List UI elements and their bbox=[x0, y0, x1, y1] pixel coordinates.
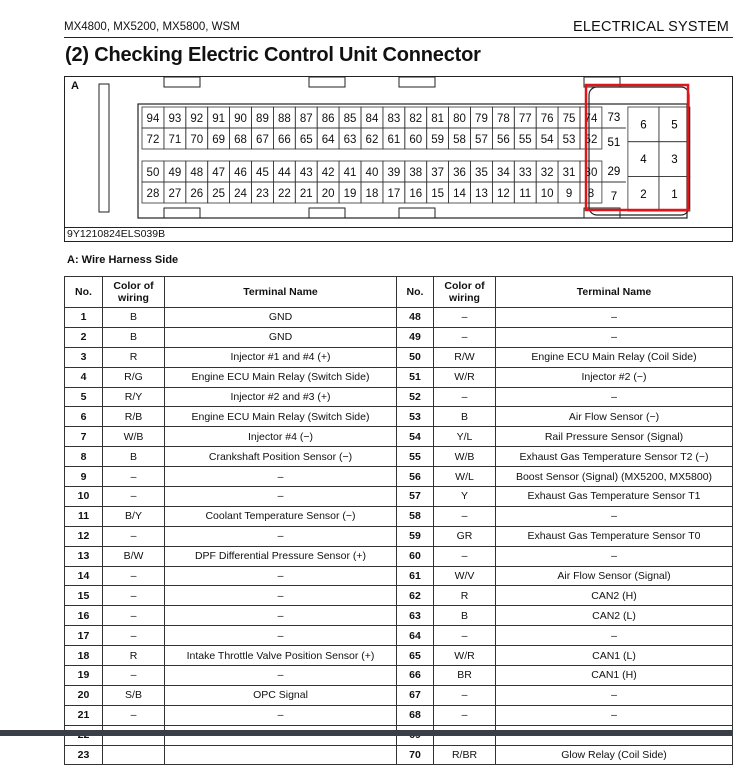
header-color: Color of wiring bbox=[103, 277, 165, 308]
pin-number: 86 bbox=[321, 113, 335, 125]
pin-number: 3 bbox=[671, 154, 678, 167]
cell-terminal-name: Injector #1 and #4 (+) bbox=[165, 347, 397, 367]
cell-terminal-name: Air Flow Sensor (Signal) bbox=[496, 566, 733, 586]
pin-number: 21 bbox=[299, 188, 313, 200]
pin-number: 37 bbox=[431, 167, 445, 179]
pin-number: 43 bbox=[299, 167, 313, 179]
cell-no: 17 bbox=[65, 626, 103, 646]
table-row bbox=[65, 626, 733, 646]
table-row bbox=[65, 347, 733, 367]
cell-no: 68 bbox=[397, 705, 434, 725]
cell-no: 20 bbox=[65, 685, 103, 705]
header-terminal-name-2: Terminal Name bbox=[496, 277, 733, 308]
pin-number: 31 bbox=[562, 167, 576, 179]
pin-number: 22 bbox=[277, 188, 291, 200]
cell-terminal-name: – bbox=[496, 546, 733, 566]
pin-number: 11 bbox=[519, 188, 532, 200]
cell-terminal-name: Glow Relay (Coil Side) bbox=[496, 745, 733, 765]
pin-number: 64 bbox=[321, 134, 335, 146]
cell-terminal-name: – bbox=[496, 506, 733, 526]
pin-number: 88 bbox=[277, 113, 291, 125]
cell-no: 59 bbox=[397, 526, 434, 546]
pin-number: 66 bbox=[277, 134, 291, 146]
cell-terminal-name: – bbox=[165, 586, 397, 606]
table-row bbox=[65, 745, 733, 765]
pin-number: 72 bbox=[146, 134, 160, 146]
pin-number: 35 bbox=[475, 167, 488, 179]
cell-color: – bbox=[434, 685, 496, 705]
cell-no: 64 bbox=[397, 626, 434, 646]
cell-no: 16 bbox=[65, 606, 103, 626]
cell-no: 19 bbox=[65, 666, 103, 686]
connector-diagram bbox=[64, 76, 733, 228]
pin-number: 1 bbox=[671, 188, 678, 201]
connector-tab bbox=[164, 208, 200, 218]
pin-number: 79 bbox=[475, 113, 488, 125]
table-row bbox=[65, 666, 733, 686]
cell-color: – bbox=[434, 308, 496, 328]
table-row bbox=[65, 308, 733, 328]
cell-terminal-name: Engine ECU Main Relay (Coil Side) bbox=[496, 347, 733, 367]
cell-color: B bbox=[434, 606, 496, 626]
cell-no: 70 bbox=[397, 745, 434, 765]
cell-no: 9 bbox=[65, 467, 103, 487]
cell-color: Y/L bbox=[434, 427, 496, 447]
pin-number: 18 bbox=[365, 188, 379, 200]
cell-terminal-name bbox=[165, 745, 397, 765]
pin-number: 52 bbox=[584, 134, 598, 146]
table-row bbox=[65, 705, 733, 725]
cell-no: 10 bbox=[65, 487, 103, 507]
cell-color: B bbox=[103, 327, 165, 347]
cell-color: W/V bbox=[434, 566, 496, 586]
cell-terminal-name: CAN2 (L) bbox=[496, 606, 733, 626]
cell-terminal-name: Intake Throttle Valve Position Sensor (+) bbox=[165, 646, 397, 666]
pin-number: 26 bbox=[190, 188, 204, 200]
cell-no: 2 bbox=[65, 327, 103, 347]
cell-no: 18 bbox=[65, 646, 103, 666]
cell-terminal-name: Injector #4 (−) bbox=[165, 427, 397, 447]
cell-terminal-name: CAN1 (H) bbox=[496, 666, 733, 686]
cell-no: 61 bbox=[397, 566, 434, 586]
cell-color: – bbox=[434, 705, 496, 725]
pin-number: 34 bbox=[496, 167, 510, 179]
table-row bbox=[65, 487, 733, 507]
cell-color: W/B bbox=[434, 447, 496, 467]
header-color-2: Color of wiring bbox=[434, 277, 496, 308]
pin-number: 69 bbox=[212, 134, 226, 146]
cell-color: BR bbox=[434, 666, 496, 686]
wire-harness-table bbox=[64, 276, 733, 765]
cell-color: – bbox=[434, 387, 496, 407]
cell-no: 55 bbox=[397, 447, 434, 467]
cell-color: – bbox=[103, 586, 165, 606]
pin-number: 94 bbox=[146, 113, 160, 125]
cell-no: 7 bbox=[65, 427, 103, 447]
cell-terminal-name: Injector #2 (−) bbox=[496, 367, 733, 387]
pin-number: 17 bbox=[387, 188, 401, 200]
cell-no: 62 bbox=[397, 586, 434, 606]
pin-number: 4 bbox=[640, 154, 647, 167]
pin-number: 57 bbox=[475, 134, 488, 146]
cell-terminal-name: Engine ECU Main Relay (Switch Side) bbox=[165, 367, 397, 387]
pin-number: 80 bbox=[453, 113, 466, 125]
cell-terminal-name: – bbox=[165, 626, 397, 646]
pin-number: 28 bbox=[146, 188, 160, 200]
cell-color: R bbox=[103, 347, 165, 367]
cell-no: 53 bbox=[397, 407, 434, 427]
cell-terminal-name: – bbox=[165, 566, 397, 586]
cell-color: – bbox=[103, 487, 165, 507]
cell-no: 58 bbox=[397, 506, 434, 526]
cell-terminal-name: CAN2 (H) bbox=[496, 586, 733, 606]
cell-color: GR bbox=[434, 526, 496, 546]
cell-terminal-name: Exhaust Gas Temperature Sensor T1 bbox=[496, 487, 733, 507]
pin-number: 12 bbox=[496, 188, 510, 200]
pin-number: 89 bbox=[256, 113, 269, 125]
table-row bbox=[65, 427, 733, 447]
cell-color: R/G bbox=[103, 367, 165, 387]
pin-number: 45 bbox=[256, 167, 269, 179]
pin-number: 75 bbox=[562, 113, 576, 125]
cell-terminal-name: CAN1 (L) bbox=[496, 646, 733, 666]
cell-color: – bbox=[434, 506, 496, 526]
pin-number: 29 bbox=[607, 166, 621, 178]
cell-color: – bbox=[434, 546, 496, 566]
cell-terminal-name: – bbox=[496, 626, 733, 646]
cell-no: 51 bbox=[397, 367, 434, 387]
pin-number: 82 bbox=[409, 113, 423, 125]
cell-terminal-name: – bbox=[165, 487, 397, 507]
cell-terminal-name: Coolant Temperature Sensor (−) bbox=[165, 506, 397, 526]
pin-number: 2 bbox=[640, 188, 647, 201]
cell-no: 63 bbox=[397, 606, 434, 626]
table-row bbox=[65, 586, 733, 606]
table-row bbox=[65, 546, 733, 566]
pin-number: 9 bbox=[565, 188, 573, 200]
taskbar bbox=[0, 730, 733, 736]
pin-number: 23 bbox=[256, 188, 269, 200]
pin-number: 81 bbox=[431, 113, 445, 125]
cell-no: 21 bbox=[65, 705, 103, 725]
cell-terminal-name: – bbox=[496, 685, 733, 705]
pin-number: 7 bbox=[610, 191, 618, 203]
cell-terminal-name: – bbox=[496, 705, 733, 725]
cell-color: – bbox=[103, 606, 165, 626]
table-row bbox=[65, 407, 733, 427]
cell-no: 57 bbox=[397, 487, 434, 507]
pin-number: 71 bbox=[168, 134, 182, 146]
pin-number: 27 bbox=[168, 188, 182, 200]
pin-number: 61 bbox=[387, 134, 401, 146]
pin-number: 39 bbox=[387, 167, 401, 179]
pin-number: 10 bbox=[540, 188, 554, 200]
cell-color: R/B bbox=[103, 407, 165, 427]
cell-no: 14 bbox=[65, 566, 103, 586]
cell-no: 66 bbox=[397, 666, 434, 686]
cell-color: B/W bbox=[103, 546, 165, 566]
table-row bbox=[65, 327, 733, 347]
pin-number: 13 bbox=[475, 188, 488, 200]
cell-no: 67 bbox=[397, 685, 434, 705]
cell-terminal-name: – bbox=[165, 606, 397, 626]
cell-terminal-name: DPF Differential Pressure Sensor (+) bbox=[165, 546, 397, 566]
pin-number: 30 bbox=[584, 167, 598, 179]
cell-color: – bbox=[103, 467, 165, 487]
cell-color: – bbox=[103, 566, 165, 586]
cell-color: B bbox=[434, 407, 496, 427]
pin-number: 60 bbox=[409, 134, 423, 146]
table-row bbox=[65, 685, 733, 705]
cell-color: B/Y bbox=[103, 506, 165, 526]
cell-terminal-name: GND bbox=[165, 308, 397, 328]
header-no-2: No. bbox=[397, 277, 434, 308]
pin-number: 19 bbox=[343, 188, 357, 200]
pin-number: 20 bbox=[321, 188, 335, 200]
pin-number: 24 bbox=[234, 188, 247, 200]
pin-number: 91 bbox=[212, 113, 226, 125]
cell-terminal-name: – bbox=[165, 526, 397, 546]
cell-terminal-name: – bbox=[165, 705, 397, 725]
cell-color: – bbox=[103, 666, 165, 686]
table-row bbox=[65, 506, 733, 526]
figure-id: 9Y1210824ELS039B bbox=[67, 228, 166, 240]
cell-no: 65 bbox=[397, 646, 434, 666]
cell-no: 48 bbox=[397, 308, 434, 328]
pin-number: 84 bbox=[365, 113, 379, 125]
figure-label: A bbox=[71, 80, 79, 92]
cell-terminal-name: Exhaust Gas Temperature Sensor T0 bbox=[496, 526, 733, 546]
table-row bbox=[65, 566, 733, 586]
header-no: No. bbox=[65, 277, 103, 308]
connector-tab bbox=[164, 77, 200, 87]
pin-number: 51 bbox=[607, 137, 621, 149]
cell-color: – bbox=[103, 626, 165, 646]
cell-terminal-name: – bbox=[496, 387, 733, 407]
pin-number: 33 bbox=[518, 167, 532, 179]
cell-no: 23 bbox=[65, 745, 103, 765]
table-row bbox=[65, 387, 733, 407]
cell-no: 12 bbox=[65, 526, 103, 546]
cell-terminal-name: GND bbox=[165, 327, 397, 347]
cell-terminal-name: Engine ECU Main Relay (Switch Side) bbox=[165, 407, 397, 427]
table-row bbox=[65, 526, 733, 546]
connector-tab bbox=[399, 208, 435, 218]
cell-terminal-name: Boost Sensor (Signal) (MX5200, MX5800) bbox=[496, 467, 733, 487]
pin-number: 73 bbox=[607, 112, 621, 124]
pin-number: 58 bbox=[453, 134, 466, 146]
pin-number: 46 bbox=[234, 167, 247, 179]
table-row bbox=[65, 367, 733, 387]
pin-number: 68 bbox=[234, 134, 247, 146]
pin-number: 53 bbox=[562, 134, 576, 146]
cell-color: W/L bbox=[434, 467, 496, 487]
pin-number: 36 bbox=[453, 167, 466, 179]
pin-number: 76 bbox=[540, 113, 554, 125]
pin-number: 15 bbox=[431, 188, 445, 200]
cell-no: 8 bbox=[65, 447, 103, 467]
pin-number: 87 bbox=[299, 113, 313, 125]
cell-color: – bbox=[103, 705, 165, 725]
pin-number: 25 bbox=[212, 188, 226, 200]
cell-color: – bbox=[103, 526, 165, 546]
pin-number: 41 bbox=[343, 167, 357, 179]
cell-terminal-name: Exhaust Gas Temperature Sensor T2 (−) bbox=[496, 447, 733, 467]
pin-number: 62 bbox=[365, 134, 379, 146]
cell-color bbox=[103, 745, 165, 765]
pin-number: 48 bbox=[190, 167, 204, 179]
cell-no: 52 bbox=[397, 387, 434, 407]
pin-number: 63 bbox=[343, 134, 357, 146]
connector-tab bbox=[309, 77, 345, 87]
pin-number: 93 bbox=[168, 113, 182, 125]
cell-terminal-name: Crankshaft Position Sensor (−) bbox=[165, 447, 397, 467]
pin-number: 8 bbox=[587, 188, 595, 200]
cell-no: 13 bbox=[65, 546, 103, 566]
cell-terminal-name: – bbox=[165, 666, 397, 686]
cell-terminal-name: – bbox=[496, 327, 733, 347]
pin-number: 5 bbox=[671, 119, 678, 132]
cell-no: 11 bbox=[65, 506, 103, 526]
pin-number: 77 bbox=[518, 113, 532, 125]
pin-number: 56 bbox=[496, 134, 510, 146]
pin-number: 74 bbox=[584, 113, 598, 125]
cell-no: 54 bbox=[397, 427, 434, 447]
header-terminal-name: Terminal Name bbox=[165, 277, 397, 308]
cell-no: 15 bbox=[65, 586, 103, 606]
cell-no: 1 bbox=[65, 308, 103, 328]
pin-number: 42 bbox=[321, 167, 335, 179]
cell-color: S/B bbox=[103, 685, 165, 705]
cell-color: R/Y bbox=[103, 387, 165, 407]
pin-number: 16 bbox=[409, 188, 423, 200]
cell-color: – bbox=[434, 327, 496, 347]
cell-no: 4 bbox=[65, 367, 103, 387]
pin-number: 67 bbox=[256, 134, 269, 146]
cell-color: B bbox=[103, 308, 165, 328]
pin-number: 44 bbox=[277, 167, 291, 179]
cell-terminal-name: Rail Pressure Sensor (Signal) bbox=[496, 427, 733, 447]
cell-color: W/R bbox=[434, 367, 496, 387]
cell-terminal-name: Air Flow Sensor (−) bbox=[496, 407, 733, 427]
pin-number: 78 bbox=[496, 113, 510, 125]
connector-tab bbox=[309, 208, 345, 218]
connector-tab bbox=[399, 77, 435, 87]
pin-number: 83 bbox=[387, 113, 401, 125]
cell-color: R/W bbox=[434, 347, 496, 367]
cell-no: 60 bbox=[397, 546, 434, 566]
cell-no: 3 bbox=[65, 347, 103, 367]
table-header-row bbox=[65, 277, 733, 308]
pin-number: 70 bbox=[190, 134, 204, 146]
cell-no: 56 bbox=[397, 467, 434, 487]
cell-color: R bbox=[434, 586, 496, 606]
cell-color: Y bbox=[434, 487, 496, 507]
table-row bbox=[65, 447, 733, 467]
header-section: ELECTRICAL SYSTEM bbox=[573, 19, 729, 35]
cell-no: 5 bbox=[65, 387, 103, 407]
cell-color: W/B bbox=[103, 427, 165, 447]
pin-number: 47 bbox=[212, 167, 226, 179]
header-rule bbox=[64, 37, 733, 38]
pin-number: 55 bbox=[518, 134, 532, 146]
cell-terminal-name: – bbox=[165, 467, 397, 487]
cell-no: 50 bbox=[397, 347, 434, 367]
pin-number: 50 bbox=[146, 167, 160, 179]
pin-number: 90 bbox=[234, 113, 247, 125]
pin-number: 92 bbox=[190, 113, 204, 125]
pin-number: 38 bbox=[409, 167, 423, 179]
pin-number: 49 bbox=[168, 167, 182, 179]
cell-color: B bbox=[103, 447, 165, 467]
cell-terminal-name: OPC Signal bbox=[165, 685, 397, 705]
connector-latch bbox=[99, 84, 109, 212]
cell-color: R bbox=[103, 646, 165, 666]
cell-no: 6 bbox=[65, 407, 103, 427]
pin-number: 54 bbox=[540, 134, 554, 146]
pin-number: 14 bbox=[453, 188, 466, 200]
pin-number: 85 bbox=[343, 113, 357, 125]
cell-no: 49 bbox=[397, 327, 434, 347]
cell-color: R/BR bbox=[434, 745, 496, 765]
cell-terminal-name: – bbox=[496, 308, 733, 328]
cell-color: – bbox=[434, 626, 496, 646]
pin-number: 32 bbox=[540, 167, 554, 179]
cell-terminal-name: Injector #2 and #3 (+) bbox=[165, 387, 397, 407]
page-title: (2) Checking Electric Control Unit Connector bbox=[65, 44, 481, 66]
pin-number: 59 bbox=[431, 134, 445, 146]
pin-number: 65 bbox=[299, 134, 313, 146]
table-row bbox=[65, 646, 733, 666]
header-models: MX4800, MX5200, MX5800, WSM bbox=[64, 21, 240, 33]
pin-number: 40 bbox=[365, 167, 379, 179]
table-row bbox=[65, 467, 733, 487]
figure-caption: A: Wire Harness Side bbox=[67, 254, 179, 266]
table-row bbox=[65, 606, 733, 626]
pin-number: 6 bbox=[640, 119, 647, 132]
cell-color: W/R bbox=[434, 646, 496, 666]
